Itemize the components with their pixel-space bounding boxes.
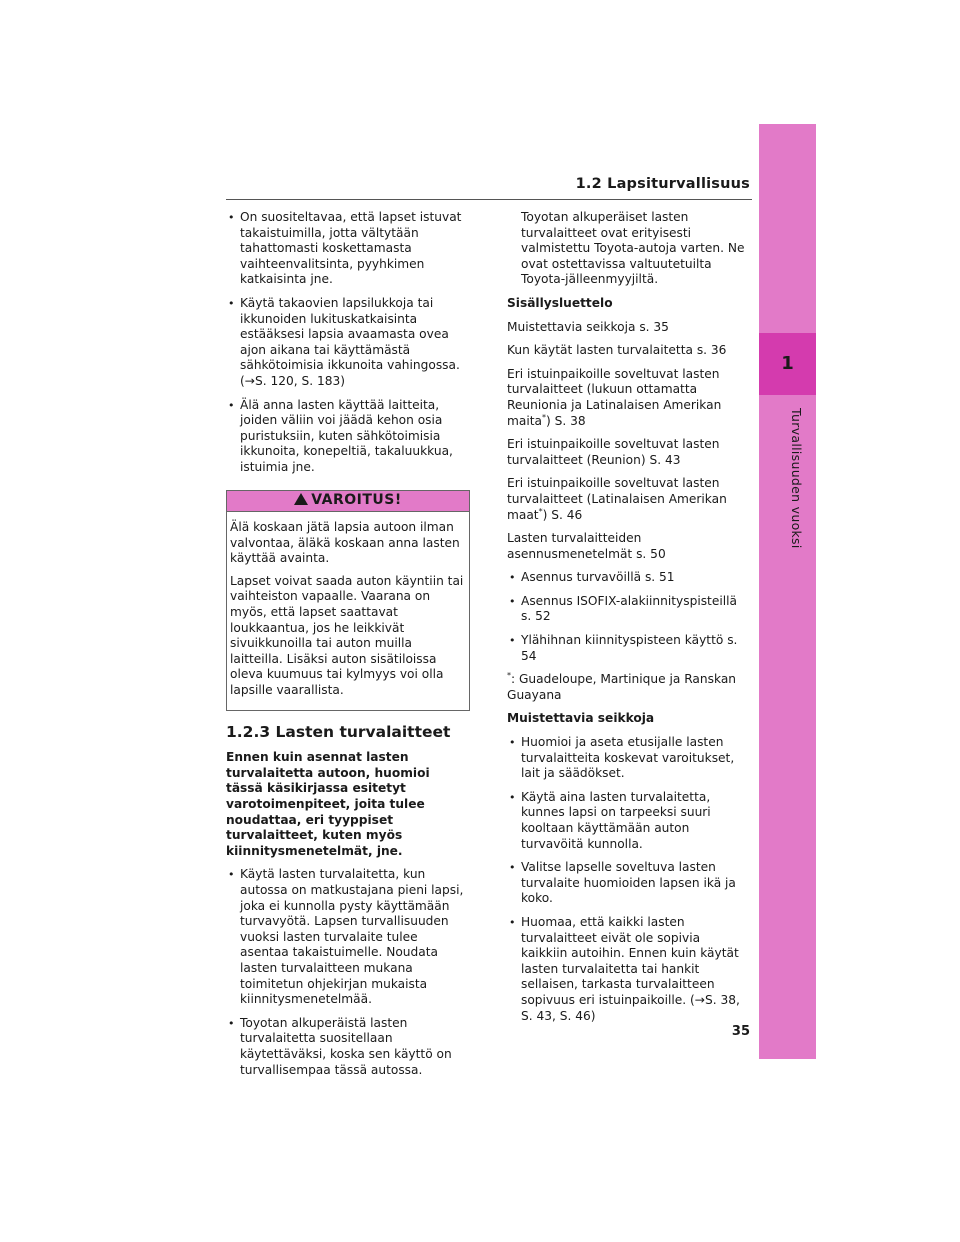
list-item: • On suositeltavaa, että lapset istuvat takaistuimilla, jotta vältytään tahattomasti koskettamasta vaihteenvalitsinta, pyyhkimen katkaisinta jne. <box>226 210 470 288</box>
toc-text: Eri istuinpaikoille soveltuvat lasten turvalaitteet (lukuun ottamatta Reunionia ja Latinalaisen Amerikan maita <box>507 366 722 428</box>
toc-sublink[interactable]: • Asennus ISOFIX-alakiinnityspisteillä s. 52 <box>507 594 747 625</box>
toc-link[interactable]: Eri istuinpaikoille soveltuvat lasten turvalaitteet (Reunion) S. 43 <box>507 437 720 467</box>
footnote <box>507 672 747 703</box>
list-item: • Huomaa, että kaikki lasten turvalaitteet eivät ole sopivia kaikkiin autoihin. Ennen kuin käytät lasten turvalaitetta tai hankit sellaisen, tarkasta turvalaitteen sopivuus eri istuinpaikoille. (→S. 38, S. 43, S. 46) <box>507 915 747 1024</box>
intro-paragraph: Ennen kuin asennat lasten turvalaitetta autoon, huomioi tässä käsikirjassa esitetyt varotoimenpiteet, joita tulee noudattaa, eri tyyppiset turvalaitteet, kuten myös kiinnitysmenetelmät, jne. <box>226 750 430 858</box>
list-item: • Käytä lasten turvalaitetta, kun autossa on matkustajana pieni lapsi, joka ei kunnolla pysty käyttämään turvavyötä. Lapsen turvallisuuden vuoksi lasten turvalaite tulee asentaa takaistuimelle. Noudata lasten turvalaitteen mukana toimitetun ohjekirjan mukaista kiinnitysmenetelmää. <box>226 867 470 1007</box>
toc-page: ) S. 46 <box>542 507 583 522</box>
toc-sublink[interactable]: • Ylähihnan kiinnityspisteen käyttö s. 54 <box>507 633 747 664</box>
warning-box <box>226 490 470 711</box>
continuation-paragraph: Toyotan alkuperäiset lasten turvalaitteet ovat erityisesti valmistettu Toyota-autoja varten. Ne ovat ostettavissa valtuutetuilta Toyota-jälleenmyyjiltä. <box>521 210 745 287</box>
warning-header <box>227 491 469 513</box>
list-item: • Huomioi ja aseta etusijalle lasten turvalaitteita koskevat varoitukset, lait ja säädökset. <box>507 735 747 782</box>
warning-paragraph: Lapset voivat saada auton käyntiin tai vaihteiston vapaalle. Vaarana on myös, että lapset saattavat loukkaantua, jos he leikkivät sivuikkunoilla tai auton muilla laitteilla. Lisäksi auton sisätiloissa oleva kuumuus tai kylmyys voi olla lapsille vaarallista. <box>230 573 464 698</box>
toc-link[interactable]: Kun käytät lasten turvalaitetta s. 36 <box>507 343 727 358</box>
toc-sublink[interactable]: • Asennus turvavöillä s. 51 <box>507 570 747 586</box>
warning-triangle-icon <box>294 493 308 505</box>
header-rule <box>226 199 752 200</box>
warning-title: VAROITUS! <box>311 491 402 508</box>
section-title: 1.2 Lapsiturvallisuus <box>575 176 750 192</box>
toc-link[interactable]: Muistettavia seikkoja s. 35 <box>507 319 669 334</box>
left-column <box>226 210 470 1086</box>
footnote-marker: * <box>541 412 546 422</box>
chapter-number[interactable]: 1 <box>759 333 816 395</box>
warning-body <box>227 512 469 710</box>
toc-page: ) S. 38 <box>545 413 586 428</box>
warning-paragraph: Älä koskaan jätä lapsia autoon ilman valvontaa, äläkä koskaan anna lasten käyttää avainta. <box>230 520 460 566</box>
toc-link[interactable] <box>507 367 747 429</box>
toc-link[interactable]: Lasten turvalaitteiden asennusmenetelmät s. 50 <box>507 531 666 561</box>
list-item: • Käytä aina lasten turvalaitetta, kunnes lapsi on tarpeeksi suuri kooltaan käyttämään auton turvavöitä kunnolla. <box>507 790 747 852</box>
footnote-marker: * <box>538 506 543 516</box>
remember-title: Muistettavia seikkoja <box>507 711 655 726</box>
toc-link[interactable] <box>507 476 747 523</box>
list-item: • Valitse lapselle soveltuva lasten turvalaite huomioiden lapsen ikä ja koko. <box>507 860 747 907</box>
page-number: 35 <box>731 1024 750 1039</box>
toc-title: Sisällysluettelo <box>507 295 613 310</box>
chapter-title[interactable]: Turvallisuuden vuoksi <box>789 408 804 549</box>
list-item: • Käytä takaovien lapsilukkoja tai ikkunoiden lukituskatkaisinta estääksesi lapsia avaamasta ovea ajon aikana tai käyttämästä sähkötoimisia ikkunoita vahingossa. (→S. 120, S. 183) <box>226 296 470 390</box>
list-item: • Älä anna lasten käyttää laitteita, joiden väliin voi jäädä kehon osia puristuksiin, kuten sähkötoimisia ikkunoita, konepeltiä, takaluukkua, istuimia jne. <box>226 398 470 476</box>
right-column <box>507 210 747 1032</box>
toc-text: Eri istuinpaikoille soveltuvat lasten turvalaitteet (Latinalaisen Amerikan maat <box>507 476 727 522</box>
subsection-heading: 1.2.3 Lasten turvalaitteet <box>226 722 451 741</box>
footnote-text: : Guadeloupe, Martinique ja Ranskan Guayana <box>507 672 737 702</box>
footnote-marker: * <box>507 671 511 681</box>
list-item: • Toyotan alkuperäistä lasten turvalaitetta suositellaan käytettäväksi, koska sen käyttö on turvallisempaa tässä autossa. <box>226 1016 470 1078</box>
